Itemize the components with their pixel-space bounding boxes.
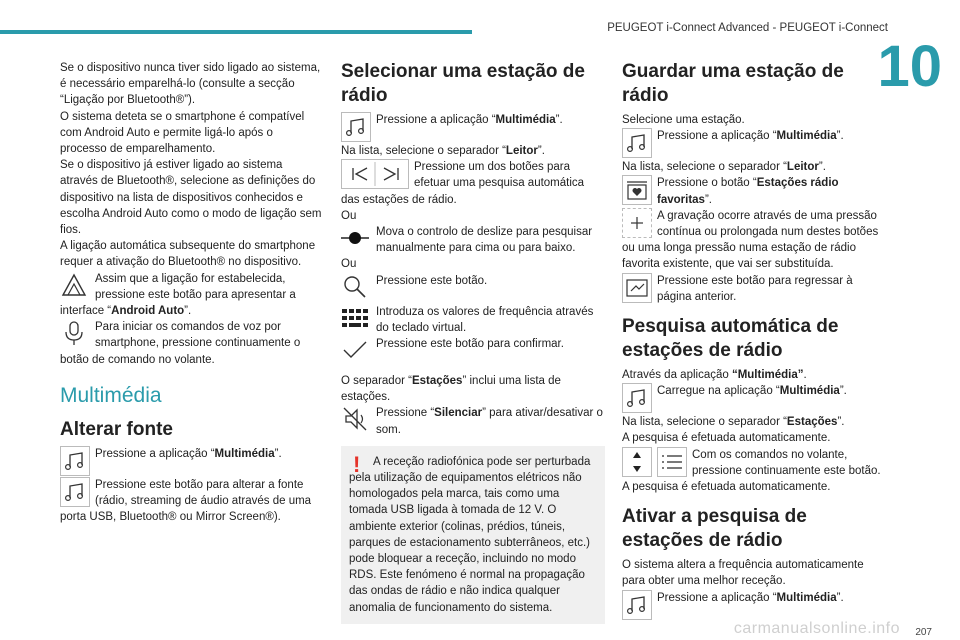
instruction-source: Pressione este botão para alterar a fonte (rádio, streaming de áudio através de uma porta USB, Bluetooth® ou Mirror Screen®). xyxy=(60,479,312,524)
android-auto-icon xyxy=(60,271,90,301)
paragraph: A ligação automática subsequente do smartphone requer a ativação do Bluetooth® no dispositivo. xyxy=(60,240,316,269)
instruction-slider: Mova o controlo de deslize para pesquisar manualmente para cima ou para baixo. xyxy=(341,224,605,256)
music-note-icon xyxy=(622,128,652,158)
instruction-mute: Pressione “Silenciar” para ativar/desativar o som. xyxy=(341,405,605,437)
back-icon xyxy=(622,273,652,303)
instruction-wheel: Com os comandos no volante, pressione continuamente este botão. xyxy=(622,447,884,479)
column-3: Guardar uma estação de rádio Selecione uma estação. Pressione a aplicação “Multimédia”. Na lista, selecione o separador “Leitor”. Pressione o botão “Estações rádio favoritas”. A gravação ocorre através de uma pressão contínua ou prolongada num destes botões ou uma longa pressão numa estação de rádio favorita existente, que vai ser substituída. Pressione este botão para regressar à página anterior. Pesquisa automática de estações de rádio Através da aplicação “Multimédia”. Carregue na aplicação “Multimédia”. Na lista, selecione o separador “Estações”. A pesquisa é efetuada automaticamente. Com os comandos no volante, pressione continuamente este botão. A pesquisa é efetuada automaticamente. Ativar a pesquisa de estações de rádio O sistema altera a frequência automaticamente para obter uma melhor receção. Pressione a aplicação “Multimédia”. xyxy=(622,60,884,621)
instruction-seek: Pressione um dos botões para efetuar uma pesquisa automática das estações de rádio. xyxy=(341,161,585,206)
check-icon xyxy=(341,336,371,366)
music-note-icon xyxy=(622,383,652,413)
instruction-back: Pressione este botão para regressar à página anterior. xyxy=(622,273,884,305)
list-icon xyxy=(657,447,687,477)
instruction-confirm: Pressione este botão para confirmar. xyxy=(341,336,605,367)
chapter-number: 10 xyxy=(877,34,942,99)
paragraph: Se o dispositivo já estiver ligado ao sistema através de Bluetooth®, selecione as definições do dispositivo na lista de dispositivos conhecidos e escolha Android Auto como o modo de ligação sem fios. xyxy=(60,159,322,237)
music-note-icon xyxy=(60,477,90,507)
warning-icon: ! xyxy=(353,451,361,477)
paragraph: Se o dispositivo nunca tiver sido ligado ao sistema, é necessário emparelhá-lo (consulte a secção “Ligação por Bluetooth®”). xyxy=(60,62,321,107)
warning-box: ! A receção radiofónica pode ser perturbada pela utilização de equipamentos elétricos não homologados pela marca, tais como uma tomada USB ligada à tomada de 12 V. O ambiente exterior (colinas, prédios, túneis, parques de estacionamento subterrâneos, etc.) pode bloquear a receção, incluindo no modo RDS. Este fenómeno é normal na propagação das ondas de rádio e não indica qualquer anomalia de funcionamento do sistema. xyxy=(341,446,605,624)
music-note-icon xyxy=(341,112,371,142)
keypad-icon xyxy=(341,304,371,334)
instruction-favorites: Pressione o botão “Estações rádio favoritas”. xyxy=(622,175,884,207)
header-title: PEUGEOT i-Connect Advanced - PEUGEOT i-Connect xyxy=(607,22,888,34)
paragraph: O sistema deteta se o smartphone é compatível com Android Auto e permite ligá-lo após o processo de emparelhamento. xyxy=(60,110,305,156)
header-bar xyxy=(0,30,472,34)
heading-ativar: Ativar a pesquisa de estações de rádio xyxy=(622,506,807,552)
instruction-media: Pressione a aplicação “Multimédia”. xyxy=(341,112,605,143)
music-note-icon xyxy=(60,446,90,476)
instruction-search: Pressione este botão. xyxy=(341,273,605,304)
column-1 xyxy=(60,60,322,526)
heading-selecionar: Selecionar uma estação de rádio xyxy=(341,61,585,106)
seek-buttons-icon xyxy=(341,159,409,189)
favorite-heart-icon xyxy=(622,175,652,205)
instruction-save: A gravação ocorre através de uma pressão contínua ou prolongada num destes botões ou uma longa pressão numa estação de rádio favorita existente, que vai ser substituída. xyxy=(622,209,879,271)
mute-icon xyxy=(341,405,371,435)
microphone-icon xyxy=(60,319,90,349)
instruction-android: Assim que a ligação for estabelecida, pressione este botão para apresentar a interface “Android Auto”. xyxy=(60,272,296,318)
heading-guardar: Guardar uma estação de rádio xyxy=(622,61,844,106)
music-note-icon xyxy=(622,590,652,620)
instruction-voice: Para iniciar os comandos de voz por smartphone, pressione continuamente o botão de comando no volante. xyxy=(60,321,301,366)
slider-icon xyxy=(341,224,371,254)
up-down-arrows-icon xyxy=(622,447,652,477)
heading-alterar-fonte: Alterar fonte xyxy=(60,419,173,441)
add-icon xyxy=(622,208,652,238)
section-title: Multimédia xyxy=(60,383,162,407)
instruction-media: Pressione a aplicação “Multimédia”. xyxy=(622,128,884,159)
column-2: Selecionar uma estação de rádio Pressione a aplicação “Multimédia”. Na lista, selecione o separador “Leitor”. Pressione um dos botões para efetuar uma pesquisa automática das estações de rádio. Ou Mova o controlo de deslize para pesquisar manualmente para cima ou para baixo. Ou Pressione este botão. Introduza os valores de frequência através do teclado virtual. Pressione este botão para confirmar. O separador “Estações” inclui uma lista de estações. Pressione “Silenciar” para ativar/desativar o som. ! A receção radiofónica pode ser perturbada pela utilização de equipamentos elétricos não homologados pela marca, tais como uma tomada USB ligada à tomada de 12 V. O ambiente exterior (colinas, prédios, túneis, parques de estacionamento subterrâneos, etc.) pode bloquear a receção, incluindo no modo RDS. Este fenómeno é normal na propagação das ondas de rádio e não indica qualquer anomalia de funcionamento do sistema. xyxy=(341,60,605,624)
watermark: carmanualsonline.info xyxy=(733,620,900,637)
page-number: 207 xyxy=(915,627,932,638)
search-icon xyxy=(341,273,371,303)
instruction-media: Pressione a aplicação “Multimédia”. xyxy=(60,446,322,477)
instruction-load: Carregue na aplicação “Multimédia”. xyxy=(622,383,884,414)
instruction-keypad: Introduza os valores de frequência através do teclado virtual. xyxy=(341,304,605,336)
instruction-media: Pressione a aplicação “Multimédia”. xyxy=(622,590,884,621)
heading-pesquisa: Pesquisa automática de estações de rádio xyxy=(622,316,839,362)
